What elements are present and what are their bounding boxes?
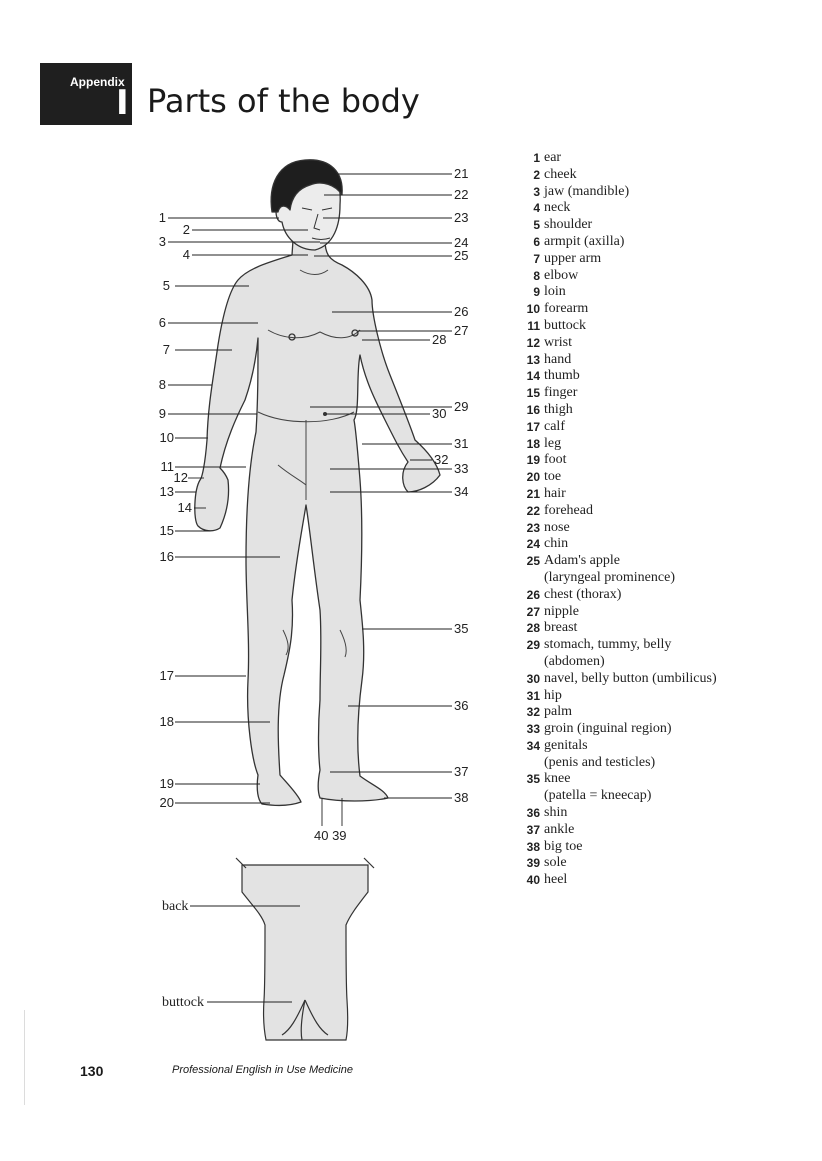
left-label: 19 bbox=[159, 776, 174, 791]
book-title: Professional English in Use Medicine bbox=[172, 1064, 353, 1076]
left-label: 13 bbox=[159, 484, 174, 499]
legend-item: 39 sole bbox=[526, 855, 567, 871]
legend-item: 20 toe bbox=[526, 469, 562, 485]
right-label: 31 bbox=[454, 436, 469, 451]
right-label: 21 bbox=[454, 166, 469, 181]
legend-item: 23 nose bbox=[526, 519, 570, 535]
left-label: 4 bbox=[182, 247, 190, 262]
legend-item: 25 Adam's apple bbox=[526, 553, 621, 569]
legend-item: 15 finger bbox=[526, 385, 578, 401]
left-label: 15 bbox=[159, 523, 174, 538]
parts-legend bbox=[520, 150, 717, 889]
left-label: 7 bbox=[162, 342, 170, 357]
left-label: 10 bbox=[159, 430, 174, 445]
legend-item: 6 armpit (axilla) bbox=[533, 233, 625, 249]
legend-item: 29 stomach, tummy, belly bbox=[526, 637, 672, 653]
legend-item: 21 hair bbox=[526, 485, 566, 501]
legend-item-continuation: (abdomen) bbox=[544, 653, 605, 669]
page-title: Parts of the body bbox=[147, 82, 420, 120]
appendix-number: I bbox=[116, 83, 129, 123]
front-body-figure bbox=[195, 160, 440, 806]
right-label: 37 bbox=[454, 764, 469, 779]
right-label: 32 bbox=[434, 452, 449, 467]
legend-item: 18 leg bbox=[526, 435, 562, 451]
left-label: 14 bbox=[177, 500, 192, 515]
left-label: 16 bbox=[159, 549, 174, 564]
right-label: 30 bbox=[432, 406, 447, 421]
legend-item: 30 navel, belly button (umbilicus) bbox=[526, 670, 717, 686]
legend-item: 31 hip bbox=[526, 687, 562, 703]
back-outline bbox=[242, 865, 368, 1040]
legend-item: 22 forehead bbox=[526, 502, 593, 518]
right-label: 34 bbox=[454, 484, 469, 499]
legend-item: 27 nipple bbox=[526, 603, 579, 619]
left-label: 12 bbox=[173, 470, 188, 485]
legend-item: 1 ear bbox=[533, 150, 562, 165]
left-label: 6 bbox=[158, 315, 166, 330]
legend-item: 36 shin bbox=[526, 805, 568, 821]
legend-item: 9 loin bbox=[533, 284, 566, 300]
right-label: 28 bbox=[432, 332, 447, 347]
legend-item: 33 groin (inguinal region) bbox=[526, 721, 672, 737]
legend-item: 3 jaw (mandible) bbox=[533, 183, 630, 199]
bottom-label: 40 39 bbox=[314, 828, 347, 843]
left-label: 3 bbox=[158, 234, 166, 249]
left-label-group bbox=[159, 210, 192, 810]
left-label: 1 bbox=[158, 210, 166, 225]
right-label: 33 bbox=[454, 461, 469, 476]
buttock-label: buttock bbox=[162, 995, 204, 1010]
legend-item: 12 wrist bbox=[526, 334, 572, 350]
appendix-label: Appendix bbox=[70, 75, 125, 89]
left-label: 20 bbox=[159, 795, 174, 810]
legend-item-continuation: (patella = kneecap) bbox=[544, 788, 652, 804]
legend-item: 14 thumb bbox=[526, 368, 580, 384]
legend-item: 40 heel bbox=[526, 872, 568, 888]
legend-item: 11 buttock bbox=[527, 317, 586, 333]
right-label: 23 bbox=[454, 210, 469, 225]
right-label: 38 bbox=[454, 790, 469, 805]
legend-item: 2 cheek bbox=[533, 166, 577, 182]
right-label: 36 bbox=[454, 698, 469, 713]
right-label: 26 bbox=[454, 304, 469, 319]
left-label: 11 bbox=[160, 459, 174, 474]
legend-item: 38 big toe bbox=[526, 838, 583, 854]
right-label: 35 bbox=[454, 621, 469, 636]
legend-item: 16 thigh bbox=[526, 401, 573, 417]
legend-item: 17 calf bbox=[526, 418, 565, 434]
body-outline bbox=[195, 240, 440, 805]
legend-item: 37 ankle bbox=[526, 821, 575, 837]
left-label: 2 bbox=[182, 222, 190, 237]
left-label: 5 bbox=[162, 278, 170, 293]
scan-edge-line bbox=[24, 1010, 25, 1105]
right-label: 27 bbox=[454, 323, 469, 338]
legend-item-continuation: (penis and testicles) bbox=[544, 754, 656, 770]
legend-item: 32 palm bbox=[526, 704, 572, 720]
left-label: 17 bbox=[159, 668, 174, 683]
legend-item: 19 foot bbox=[526, 452, 567, 468]
legend-item: 26 chest (thorax) bbox=[526, 586, 622, 602]
legend-item: 10 forearm bbox=[526, 301, 589, 317]
left-label: 9 bbox=[158, 406, 166, 421]
left-label: 8 bbox=[158, 377, 166, 392]
left-label: 18 bbox=[159, 714, 174, 729]
right-label: 24 bbox=[454, 235, 469, 250]
page-number: 130 bbox=[80, 1063, 104, 1079]
back-label: back bbox=[162, 899, 189, 914]
legend-item: 5 shoulder bbox=[533, 217, 593, 233]
right-label-group bbox=[432, 166, 468, 805]
legend-item: 24 chin bbox=[526, 536, 569, 552]
legend-item: 34 genitals bbox=[526, 737, 588, 753]
legend-item: 8 elbow bbox=[533, 267, 579, 283]
legend-item-continuation: (laryngeal prominence) bbox=[544, 569, 675, 585]
legend-item: 4 neck bbox=[533, 200, 571, 216]
right-label: 22 bbox=[454, 187, 469, 202]
legend-item: 13 hand bbox=[526, 351, 572, 367]
back-view-figure bbox=[236, 858, 374, 1040]
legend-item: 7 upper arm bbox=[533, 250, 602, 266]
right-label: 25 bbox=[454, 248, 469, 263]
legend-item: 35 knee bbox=[526, 771, 571, 787]
right-label: 29 bbox=[454, 399, 469, 414]
legend-item: 28 breast bbox=[526, 620, 578, 636]
